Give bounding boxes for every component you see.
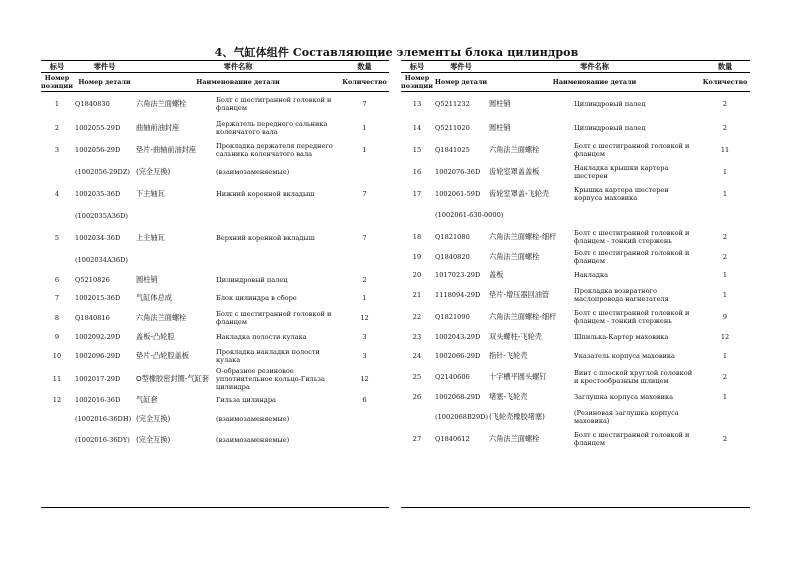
cell-item-number: 14 [412, 123, 422, 132]
cell-quantity: 1 [362, 145, 367, 154]
table-row [401, 406, 750, 428]
cell-part-name-cn: 盖板 [489, 269, 504, 279]
cell-item-number: 5 [54, 234, 60, 242]
col-no-header: 标号 [401, 61, 433, 73]
cell-part-number: Q1840820 [435, 252, 470, 261]
cell-part-name-cn [136, 250, 216, 271]
cell-part-number: Q1840816 [75, 313, 110, 322]
cell-part-number: Q2140606 [435, 372, 470, 381]
cell-quantity [340, 206, 389, 227]
cell-part-number: 1002016-36D [75, 395, 121, 404]
cell-part-name-cn: 下主轴瓦 [136, 189, 165, 198]
cell-item-number [41, 409, 73, 429]
cell-quantity: 7 [362, 100, 367, 109]
cell-part-number: (1002016-36DY) [75, 435, 130, 444]
cell-item-number [41, 161, 73, 183]
table-row [41, 227, 389, 250]
cell-quantity: 2 [722, 372, 728, 381]
cell-part-number: Q1841025 [435, 145, 470, 154]
cell-part-number: 1002066-29D [435, 351, 481, 360]
cell-part-name-cn: (完全互换) [136, 434, 171, 444]
cell-quantity: 7 [362, 190, 367, 198]
cell-part-name-ru: Прокладка держателя переднего сальника коленчатого вала [216, 141, 333, 158]
cell-quantity: 2 [722, 100, 728, 109]
table-row [401, 248, 750, 266]
cell-part-number: 1002096-29D [75, 351, 121, 360]
cell-part-name-cn: 十字槽平圆头螺钉 [489, 371, 547, 381]
cell-part-number: (1002061-630-0000) [435, 211, 504, 219]
cell-part-name-ru: Болт с шестигранной головкой и фланцем [216, 96, 332, 113]
cell-part-name-cn: 垫片-增压器回油管 [489, 289, 550, 299]
table-row [401, 284, 750, 306]
right-bottom-rule [401, 507, 750, 508]
col-qty-header-ru: Количество [700, 73, 750, 92]
cell-quantity: 7 [362, 234, 367, 242]
cell-item-number: 23 [412, 332, 422, 341]
cell-quantity: 1 [722, 189, 728, 198]
cell-quantity [340, 161, 389, 183]
cell-item-number [41, 250, 73, 271]
cell-item-number: 6 [54, 275, 60, 284]
cell-quantity: 12 [360, 313, 369, 322]
cell-item-number: 9 [54, 332, 60, 341]
cell-item-number: 19 [412, 252, 422, 261]
cell-quantity: 3 [362, 351, 367, 360]
table-row [41, 367, 389, 391]
cell-item-number: 13 [412, 100, 422, 109]
cell-part-number: 1002092-29D [75, 332, 121, 341]
cell-part-name-ru: Цилиндровый палец [574, 100, 646, 109]
cell-part-name-ru: Болт с шестигранной головкой и фланцем [574, 430, 690, 447]
left-table-container [41, 60, 389, 451]
cell-part-name-cn: 齿轮室罩盖-飞轮壳 [489, 188, 550, 198]
cell-quantity [340, 429, 389, 451]
col-qty-header: 数量 [700, 61, 750, 73]
cell-item-number: 18 [412, 232, 422, 241]
table-row [41, 161, 389, 183]
cell-part-number: 1002015-36D [75, 293, 121, 302]
cell-part-name-ru [216, 206, 340, 227]
cell-quantity: 11 [720, 145, 730, 154]
cell-part-number: 1002043-29D [435, 332, 481, 341]
cell-part-name-cn: 垫片-凸轮腔盖板 [136, 350, 189, 360]
cell-part-number: (1002056-29DZ) [75, 167, 130, 176]
cell-item-number: 3 [54, 145, 60, 154]
table-row [41, 206, 389, 227]
cell-part-number: Q1821080 [435, 232, 470, 241]
right-table-body [401, 92, 750, 450]
parts-table-left [41, 60, 389, 451]
table-row [41, 117, 389, 139]
cell-part-name-ru: Шпилька-Картер маховика [574, 332, 669, 341]
right-table-container [401, 60, 750, 450]
cell-part-name-cn: 圆柱销 [489, 99, 511, 109]
cell-part-name-cn: 盖板-凸轮腔 [136, 331, 175, 341]
cell-part-number: (1002035A36D) [75, 212, 128, 220]
cell-part-name-ru: (Резиновая заглушка корпуса маховика) [574, 408, 679, 425]
cell-part-name-ru [216, 250, 340, 271]
table-row [401, 428, 750, 450]
col-part-no-header: 零件号 [433, 61, 489, 73]
cell-part-name-ru: Накладка полости кулака [216, 332, 307, 341]
cell-part-name-cn: 曲轴前油封座 [136, 122, 180, 132]
cell-part-name-ru: Болт с шестигранной головкой и фланцем - тонкий стержень [574, 308, 690, 325]
left-bottom-rule [41, 507, 389, 508]
cell-item-number [41, 429, 73, 451]
cell-part-name-cn [136, 206, 216, 227]
cell-quantity: 9 [722, 312, 728, 321]
table-row [401, 92, 750, 117]
cell-item-number: 26 [412, 392, 422, 401]
cell-item-number [41, 206, 73, 227]
cell-part-name-ru: Блок цилиндра в сборе [216, 293, 297, 302]
cell-part-name-ru: Нижний коренной вкладыш [216, 190, 315, 198]
table-row [401, 346, 750, 366]
col-part-name-header-ru: Наименование детали [136, 73, 340, 92]
header-row-ru [401, 73, 750, 92]
cell-part-name-cn: 指针-飞轮壳 [489, 350, 528, 360]
table-row [41, 289, 389, 307]
cell-item-number [401, 205, 433, 226]
cell-quantity [340, 409, 389, 429]
cell-item-number: 25 [412, 372, 422, 381]
table-row [41, 409, 389, 429]
cell-part-name-cn: 圆柱销 [489, 122, 511, 132]
cell-part-name-ru: Крышка картера шестерен корпуса маховика [574, 185, 669, 202]
col-part-name-header: 零件名称 [136, 61, 340, 73]
cell-part-name-ru: (взаимозаменяемые) [216, 414, 290, 423]
cell-item-number: 10 [52, 351, 62, 360]
cell-part-name-ru: (взаимозаменяемые) [216, 167, 290, 176]
table-row [41, 345, 389, 367]
table-row [401, 161, 750, 183]
cell-part-number: Q5210826 [75, 275, 110, 284]
table-row [41, 307, 389, 329]
cell-part-name-ru: Заглушка корпуса маховика [574, 392, 674, 401]
cell-quantity: 2 [722, 434, 728, 443]
table-row [41, 183, 389, 206]
left-table-body [41, 92, 389, 451]
cell-item-number: 21 [412, 290, 422, 299]
cell-quantity: 1 [722, 351, 728, 360]
cell-part-name-cn: 六角法兰面螺栓 [489, 251, 540, 261]
col-part-no-header-ru: Номер детали [73, 73, 136, 92]
cell-item-number: 1 [54, 100, 60, 109]
cell-part-number: Q5211232 [435, 100, 470, 109]
col-qty-header: 数量 [340, 61, 389, 73]
table-row [401, 139, 750, 161]
cell-part-number: Q1840612 [435, 434, 470, 443]
cell-part-number: 1118094-29D [435, 290, 481, 299]
cell-part-name-ru: Гильза цилиндра [216, 395, 276, 404]
cell-item-number: 15 [412, 145, 422, 154]
table-row [41, 250, 389, 271]
cell-part-number: Q1840830 [75, 100, 110, 109]
cell-part-name-cn: 堵塞-飞轮壳 [489, 391, 528, 401]
cell-part-name-cn: (飞轮壳橡胶堵塞) [489, 411, 545, 421]
cell-quantity [700, 205, 750, 226]
header-row-cn [401, 61, 750, 73]
table-row [401, 266, 750, 284]
table-row [401, 226, 750, 248]
cell-part-name-ru: О-образное резиновое уплотнительное кольцо-Гильза цилиндра [216, 366, 325, 391]
col-qty-header-ru: Количество [340, 73, 389, 92]
cell-part-name-ru: Болт с шестигранной головкой и фланцем - тонкий стержень [574, 228, 690, 245]
cell-quantity: 1 [722, 290, 728, 299]
cell-part-number: 1002076-36D [435, 167, 481, 176]
cell-item-number [401, 406, 433, 428]
table-row [41, 329, 389, 345]
cell-item-number: 16 [412, 167, 422, 176]
cell-part-name-cn: (完全互换) [136, 166, 171, 176]
cell-part-number: 1002068-29D [435, 392, 481, 401]
cell-part-name-cn: 双头螺柱-飞轮壳 [489, 331, 542, 341]
table-row [401, 306, 750, 328]
col-part-no-header-ru: Номер детали [433, 73, 489, 92]
table-row [41, 92, 389, 117]
page-title: 4、气缸体组件 Составляющие элементы блока цилиндров [214, 46, 579, 59]
cell-part-name-ru: Прокладка накладки полости кулака [216, 347, 320, 364]
cell-item-number: 8 [54, 313, 60, 322]
cell-quantity: 1 [722, 270, 728, 279]
cell-part-name-ru: (взаимозаменяемые) [216, 435, 290, 444]
parts-table-right [401, 60, 750, 450]
cell-item-number: 24 [412, 351, 422, 360]
cell-item-number: 12 [52, 395, 62, 404]
cell-part-name-cn: 气缸体总成 [136, 292, 172, 302]
cell-item-number: 22 [412, 312, 422, 321]
cell-part-name-cn: 六角法兰面螺栓 [136, 99, 187, 109]
cell-part-name-cn: O型橡胶密封圈-气缸套 [136, 373, 209, 383]
cell-part-name-ru: Болт с шестигранной головкой и фланцем [574, 248, 690, 265]
cell-part-name-cn: 六角法兰面螺栓-细杆 [489, 311, 557, 321]
cell-part-number: Q1821090 [435, 312, 470, 321]
cell-part-name-ru: Цилиндровый палец [216, 275, 288, 284]
col-no-header: 标号 [41, 61, 73, 73]
cell-part-name-ru: Верхний коренной вкладыш [216, 234, 315, 242]
cell-quantity: 1 [722, 167, 728, 176]
cell-quantity: 2 [722, 252, 728, 261]
cell-part-name-ru [574, 205, 700, 226]
cell-part-number: Q5211020 [435, 123, 470, 132]
cell-part-name-cn: (完全互换) [136, 413, 171, 423]
col-part-name-header-ru: Наименование детали [489, 73, 700, 92]
cell-part-name-ru: Держатель переднего сальника коленчатого вала [216, 119, 328, 136]
cell-quantity [700, 406, 750, 428]
cell-part-name-cn: 六角法兰面螺栓 [489, 144, 540, 154]
table-row [41, 271, 389, 289]
cell-quantity: 12 [360, 374, 369, 383]
table-row [401, 388, 750, 406]
cell-part-number: 1002055-29D [75, 123, 121, 132]
cell-part-number: 1017023-29D [435, 270, 481, 279]
cell-part-name-ru: Накладка [574, 270, 609, 279]
header-row-cn [41, 61, 389, 73]
table-row [41, 139, 389, 161]
col-part-name-header: 零件名称 [489, 61, 700, 73]
cell-item-number: 27 [412, 434, 422, 443]
cell-item-number: 7 [54, 293, 60, 302]
cell-part-number: (1002068B29D) [435, 412, 489, 421]
header-row-ru [41, 73, 389, 92]
table-row [41, 429, 389, 451]
cell-quantity: 6 [362, 395, 367, 404]
cell-part-name-ru: Цилиндровый палец [574, 123, 646, 132]
cell-part-name-ru: Накладка крышки картера шестерен [574, 163, 669, 180]
cell-item-number: 17 [412, 189, 422, 198]
col-no-header-ru: Номер позиции [401, 74, 433, 90]
cell-quantity: 1 [362, 293, 367, 302]
cell-item-number: 2 [54, 123, 60, 132]
cell-quantity: 2 [362, 275, 367, 284]
cell-part-name-ru: Прокладка возвратного маслопровода нагнетателя [574, 286, 669, 303]
cell-part-number: 1002061-59D [435, 189, 481, 198]
cell-quantity: 2 [722, 232, 728, 241]
cell-part-number: 1002034-36D [75, 234, 121, 242]
cell-part-name-cn: 气缸套 [136, 394, 158, 404]
cell-item-number: 11 [52, 374, 62, 383]
cell-part-name-cn: 圆柱销 [136, 274, 158, 284]
table-row [401, 328, 750, 346]
cell-part-name-cn: 六角法兰面螺栓 [136, 312, 187, 322]
cell-quantity: 1 [362, 123, 367, 132]
cell-quantity: 2 [722, 123, 728, 132]
table-row [401, 183, 750, 205]
table-row [401, 117, 750, 139]
cell-part-name-cn: 六角法兰面螺栓-细杆 [489, 231, 557, 241]
cell-part-number: (1002034A36D) [75, 256, 128, 264]
cell-quantity: 12 [720, 332, 730, 341]
cell-part-name-cn: 六角法兰面螺栓 [489, 433, 540, 443]
cell-part-name-cn: 齿轮室罩盖盖板 [489, 166, 540, 176]
cell-part-name-ru: Болт с шестигранной головкой и фланцем [574, 141, 690, 158]
table-row [401, 205, 750, 226]
cell-part-name-ru: Винт с плоской круглой головкой и крестообразным шлицем [574, 368, 693, 385]
col-no-header-ru: Номер позиции [41, 74, 73, 90]
cell-part-name-cn: 垫片-曲轴前油封座 [136, 144, 197, 154]
cell-quantity [340, 250, 389, 271]
cell-part-number: (1002016-36DH) [75, 414, 132, 423]
cell-part-number: 1002017-29D [75, 374, 121, 383]
cell-part-name-ru: Указатель корпуса маховика [574, 351, 675, 360]
cell-item-number: 20 [412, 270, 422, 279]
cell-quantity: 1 [722, 392, 728, 401]
cell-quantity: 3 [362, 332, 367, 341]
cell-part-name-ru: Болт с шестигранной головкой и фланцем [216, 309, 332, 326]
table-row [401, 366, 750, 388]
col-part-no-header: 零件号 [73, 61, 136, 73]
cell-part-name-cn: 上主轴瓦 [136, 233, 165, 242]
table-row [41, 391, 389, 409]
cell-item-number: 4 [54, 190, 60, 198]
cell-part-number: 1002035-36D [75, 190, 121, 198]
cell-part-number: 1002056-29D [75, 145, 121, 154]
